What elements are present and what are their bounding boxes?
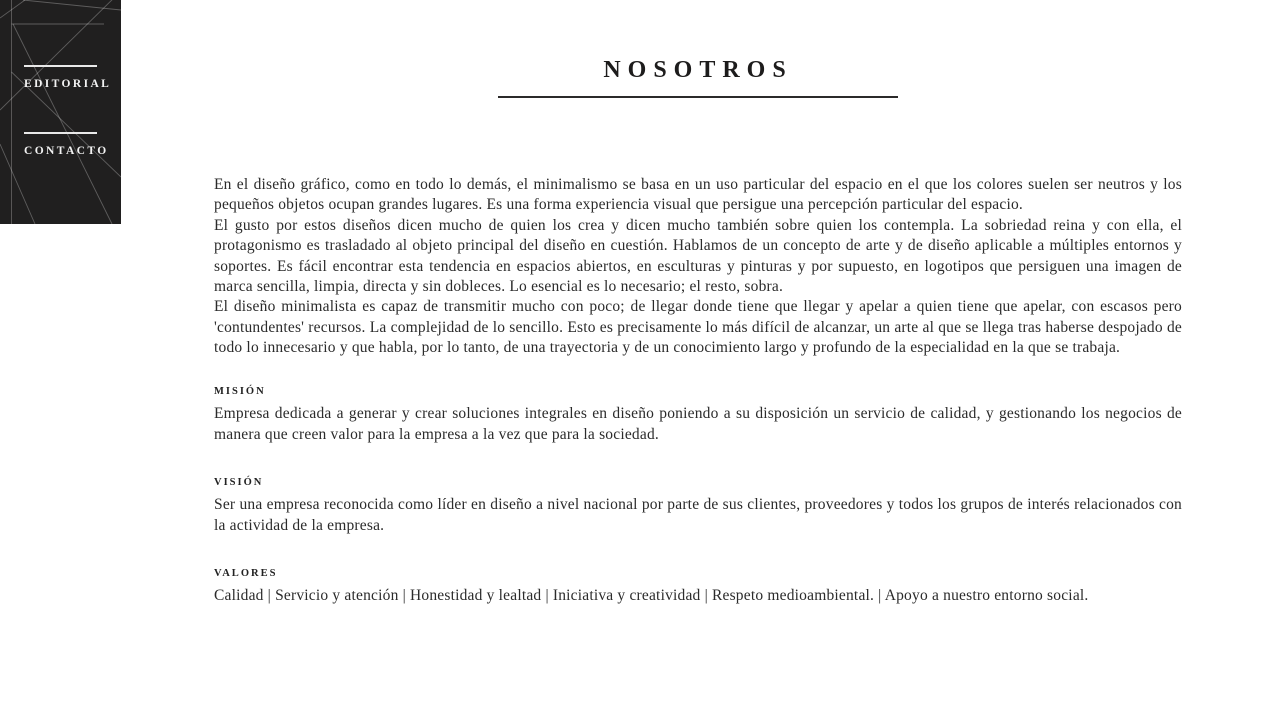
intro-paragraph: El diseño minimalista es capaz de transmitir mucho con poco; de llegar donde tiene que llegar y apelar a quien tiene que apelar, con escasos pero 'contundentes' recursos. La complejidad de lo sencillo. Esto es precisamente lo más difícil de alcanzar, un arte al que se llega tras haberse despojado de todo lo innecesario y que habla, por lo tanto, de una trayectoria y de un conocimiento largo y profundo de la especialidad en la que se trabaja. bbox=[214, 298, 1182, 357]
sidebar-item-label: CONTACTO bbox=[24, 145, 109, 157]
section-vision bbox=[214, 477, 1182, 536]
page-title: NOSOTROS bbox=[603, 57, 793, 83]
sidebar bbox=[0, 0, 121, 224]
sidebar-item-contacto[interactable] bbox=[24, 132, 109, 157]
sidebar-item-label: EDITORIAL bbox=[24, 78, 112, 90]
section-mision bbox=[214, 386, 1182, 445]
nav-divider bbox=[24, 65, 97, 67]
section-heading-vision: VISIÓN bbox=[214, 476, 264, 488]
section-heading-valores: VALORES bbox=[214, 567, 278, 579]
section-body-valores: Calidad | Servicio y atención | Honestidad y lealtad | Iniciativa y creatividad | Respeto medioambiental. | Apoyo a nuestro entorno social. bbox=[214, 586, 1089, 604]
intro-paragraph: El gusto por estos diseños dicen mucho de quien los crea y dicen mucho también sobre quien los contempla. La sobriedad reina y con ella, el protagonismo es trasladado al objeto principal del diseño en cuestión. Hablamos de un concepto de arte y de diseño aplicable a múltiples entornos y soportes. Es fácil encontrar esta tendencia en espacios abiertos, en esculturas y pinturas y por supuesto, en logotipos que persiguen una imagen de marca sencilla, limpia, directa y sin dobleces. Lo esencial es lo necesario; el resto, sobra. bbox=[214, 216, 1182, 296]
intro-text bbox=[214, 175, 1182, 359]
section-body-vision: Ser una empresa reconocida como líder en diseño a nivel nacional por parte de sus clientes, proveedores y todos los grupos de interés relacionados con la actividad de la empresa. bbox=[214, 495, 1182, 534]
main-content bbox=[214, 0, 1182, 606]
sidebar-item-editorial[interactable] bbox=[24, 65, 111, 90]
section-body-mision: Empresa dedicada a generar y crear soluciones integrales en diseño poniendo a su disposición un servicio de calidad, y gestionando los negocios de manera que creen valor para la empresa a la vez que para la sociedad. bbox=[214, 404, 1182, 443]
section-heading-mision: MISIÓN bbox=[214, 385, 266, 397]
intro-paragraph: En el diseño gráfico, como en todo lo demás, el minimalismo se basa en un uso particular del espacio en el que los colores suelen ser neutros y los pequeños objetos ocupan grandes lugares. Es una forma experiencia visual que persigue una percepción particular del espacio. bbox=[214, 176, 1182, 214]
geometric-lines-decoration bbox=[0, 0, 121, 224]
nav-divider bbox=[24, 132, 97, 134]
title-underline bbox=[498, 96, 898, 98]
section-valores bbox=[214, 568, 1182, 606]
